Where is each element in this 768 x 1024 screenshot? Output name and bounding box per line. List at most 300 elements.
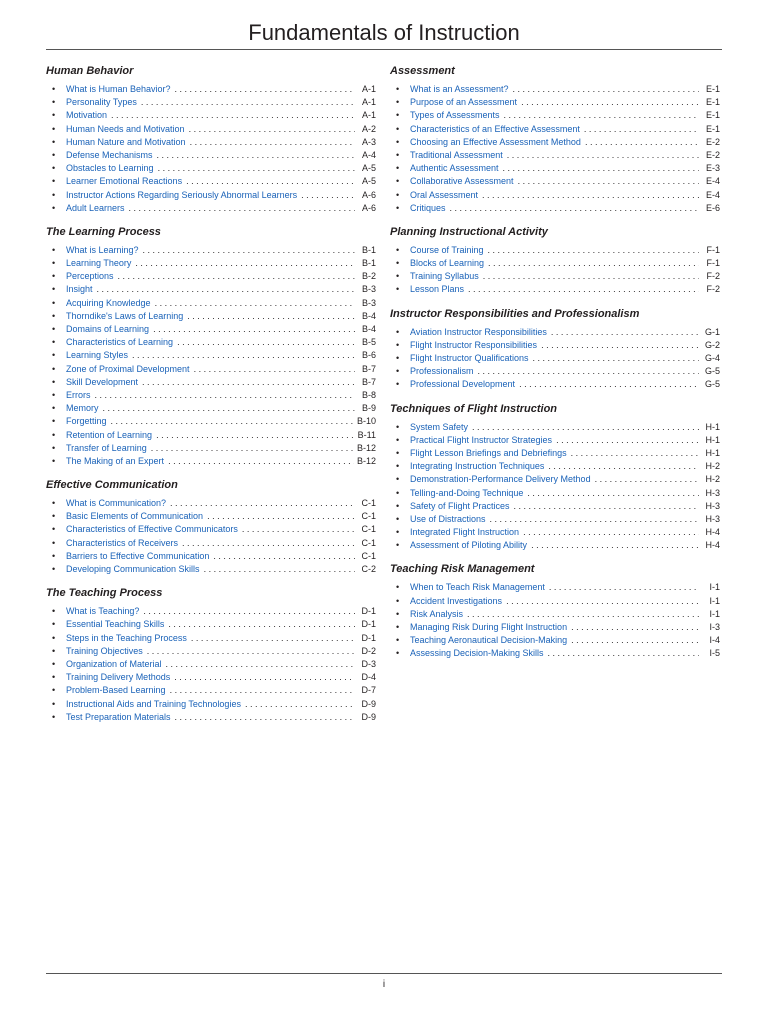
- bullet-icon: •: [396, 595, 400, 606]
- dot-leader: [519, 378, 699, 391]
- toc-link[interactable]: Memory: [66, 403, 99, 414]
- toc-link[interactable]: Thorndike's Laws of Learning: [66, 310, 184, 321]
- toc-entry-domains-of-learning[interactable]: [46, 323, 376, 336]
- toc-list: [390, 326, 720, 392]
- toc-link[interactable]: Motivation: [66, 110, 108, 121]
- dot-leader: [147, 645, 355, 658]
- dot-leader: [514, 500, 699, 513]
- toc-entry-obstacles-to-learning[interactable]: [46, 162, 376, 175]
- page-number: i: [382, 979, 386, 990]
- toc-link[interactable]: Acquiring Knowledge: [66, 297, 151, 308]
- toc-link[interactable]: Human Needs and Motivation: [66, 123, 185, 134]
- toc-entry-training-syllabus[interactable]: [390, 270, 720, 283]
- toc-entry-when-to-teach-risk-management[interactable]: [390, 581, 720, 594]
- toc-link[interactable]: Domains of Learning: [66, 324, 150, 334]
- toc-entry-characteristics-of-learning[interactable]: [46, 336, 376, 349]
- bullet-icon: •: [52, 110, 56, 121]
- toc-link[interactable]: Essential Teaching Skills: [66, 619, 165, 630]
- toc-link[interactable]: Learning Theory: [66, 258, 132, 269]
- toc-entry-personality-types[interactable]: [46, 96, 376, 109]
- toc-link[interactable]: Choosing an Effective Assessment Method: [410, 136, 581, 147]
- toc-section-human-behavior: [46, 60, 376, 215]
- page-reference: H-3: [705, 487, 720, 498]
- toc-list: [390, 421, 720, 553]
- dot-leader: [490, 513, 699, 526]
- dot-leader: [141, 96, 355, 109]
- toc-entry-aviation-instructor-responsibilities[interactable]: [390, 326, 720, 339]
- toc-link[interactable]: Barriers to Effective Communication: [66, 550, 210, 561]
- dot-leader: [513, 83, 699, 96]
- toc-entry-lesson-plans[interactable]: [390, 283, 720, 296]
- bullet-icon: •: [52, 149, 56, 160]
- bullet-icon: •: [52, 498, 56, 509]
- dot-leader: [533, 352, 699, 365]
- toc-link[interactable]: Flight Instructor Responsibilities: [410, 339, 538, 350]
- toc-section-techniques-of-flight-instruction: [390, 398, 720, 553]
- section-heading: Techniques of Flight Instruction: [390, 402, 558, 415]
- page-reference: B-1: [361, 258, 376, 269]
- toc-link[interactable]: Zone of Proximal Development: [66, 363, 190, 374]
- dot-leader: [157, 149, 355, 162]
- bullet-icon: •: [396, 326, 400, 337]
- bullet-icon: •: [52, 389, 56, 400]
- toc-entry-system-safety[interactable]: [390, 421, 720, 434]
- bullet-icon: •: [396, 136, 400, 147]
- page-reference: A-5: [361, 176, 376, 187]
- toc-entry-what-is-teaching[interactable]: [46, 605, 376, 618]
- dot-leader: [135, 257, 355, 270]
- toc-link[interactable]: Human Nature and Motivation: [66, 136, 186, 147]
- toc-entry-motivation[interactable]: [46, 109, 376, 122]
- toc-link[interactable]: System Safety: [410, 421, 469, 432]
- toc-link[interactable]: Safety of Flight Practices: [410, 500, 510, 511]
- bullet-icon: •: [396, 123, 400, 134]
- dot-leader: [190, 136, 355, 149]
- toc-entry-insight[interactable]: [46, 283, 376, 296]
- toc-link[interactable]: What is Human Behavior?: [66, 84, 171, 94]
- toc-section-effective-communication: [46, 474, 376, 576]
- page-reference: E-2: [705, 136, 720, 147]
- toc-entry-integrated-flight-instruction[interactable]: [390, 526, 720, 539]
- toc-link[interactable]: Transfer of Learning: [66, 442, 147, 453]
- toc-link[interactable]: Professionalism: [410, 366, 474, 377]
- dot-leader: [488, 244, 699, 257]
- toc-entry-test-preparation-materials[interactable]: [46, 711, 376, 724]
- toc-entry-blocks-of-learning[interactable]: [390, 257, 720, 270]
- toc-entry-learning-styles[interactable]: [46, 349, 376, 362]
- page-reference: E-1: [705, 84, 720, 94]
- toc-entry-practical-flight-instructor-strategies[interactable]: [390, 434, 720, 447]
- toc-link[interactable]: Training Objectives: [66, 645, 143, 656]
- toc-link[interactable]: Adult Learners: [66, 202, 125, 213]
- page-reference: B-5: [361, 337, 376, 348]
- bullet-icon: •: [396, 513, 400, 524]
- toc-link[interactable]: Characteristics of Effective Communicators: [66, 524, 238, 535]
- dot-leader: [132, 349, 355, 362]
- bullet-icon: •: [396, 97, 400, 108]
- toc-entry-the-making-of-an-expert[interactable]: [46, 455, 376, 468]
- bullet-icon: •: [52, 284, 56, 295]
- bullet-icon: •: [396, 339, 400, 350]
- toc-link[interactable]: What is Communication?: [66, 498, 167, 509]
- toc-entry-developing-communication-skills[interactable]: [46, 563, 376, 576]
- page-reference: B-12: [356, 442, 376, 453]
- toc-entry-what-is-communication[interactable]: [46, 497, 376, 510]
- dot-leader: [541, 339, 699, 352]
- toc-link[interactable]: Risk Analysis: [410, 608, 464, 619]
- toc-list: [390, 244, 720, 297]
- dot-leader: [488, 257, 699, 270]
- bullet-icon: •: [396, 271, 400, 282]
- dot-leader: [503, 162, 699, 175]
- page-reference: B-4: [361, 310, 376, 321]
- dot-leader: [213, 550, 355, 563]
- toc-entry-problem-based-learning[interactable]: [46, 684, 376, 697]
- page-reference: F-2: [706, 284, 720, 295]
- dot-leader: [204, 563, 355, 576]
- page-reference: C-1: [361, 550, 376, 561]
- bullet-icon: •: [52, 376, 56, 387]
- left-column: [46, 60, 376, 730]
- toc-link[interactable]: Integrated Flight Instruction: [410, 527, 520, 538]
- toc-link[interactable]: Retention of Learning: [66, 429, 153, 440]
- toc-entry-adult-learners[interactable]: [46, 202, 376, 215]
- dot-leader: [468, 283, 699, 296]
- toc-link[interactable]: Aviation Instructor Responsibilities: [410, 326, 547, 337]
- toc-link[interactable]: When to Teach Risk Management: [410, 582, 545, 593]
- toc-link[interactable]: Steps in the Teaching Process: [66, 632, 187, 643]
- page-reference: A-6: [361, 202, 376, 213]
- page-reference: A-3: [361, 136, 376, 147]
- page-reference: A-6: [361, 189, 376, 200]
- toc-link[interactable]: Managing Risk During Flight Instruction: [410, 622, 568, 632]
- page-reference: A-1: [361, 97, 376, 108]
- dot-leader: [478, 365, 699, 378]
- toc-entry-characteristics-of-effective-communicators[interactable]: [46, 523, 376, 536]
- toc-entry-basic-elements-of-communication[interactable]: [46, 510, 376, 523]
- toc-section-the-teaching-process: [46, 582, 376, 724]
- page-reference: A-4: [361, 149, 376, 160]
- toc-entry-what-is-an-assessment[interactable]: [390, 83, 720, 96]
- toc-link[interactable]: Collaborative Assessment: [410, 176, 514, 187]
- bullet-icon: •: [52, 97, 56, 108]
- toc-link[interactable]: Forgetting: [66, 416, 107, 427]
- toc-entry-acquiring-knowledge[interactable]: [46, 297, 376, 310]
- toc-entry-skill-development[interactable]: [46, 376, 376, 389]
- bullet-icon: •: [52, 350, 56, 361]
- section-heading: Assessment: [390, 65, 455, 77]
- toc-entry-types-of-assessments[interactable]: [390, 109, 720, 122]
- toc-link[interactable]: Flight Instructor Qualifications: [410, 353, 529, 363]
- toc-link[interactable]: Lesson Plans: [410, 284, 465, 295]
- toc-entry-flight-instructor-qualifications[interactable]: [390, 352, 720, 365]
- page-reference: B-11: [357, 429, 376, 440]
- page-reference: B-6: [361, 350, 376, 361]
- bullet-icon: •: [52, 258, 56, 269]
- toc-link[interactable]: Obstacles to Learning: [66, 163, 154, 174]
- dot-leader: [548, 647, 699, 660]
- toc-link[interactable]: Demonstration-Performance Delivery Method: [410, 474, 591, 485]
- toc-entry-managing-risk-during-flight-instruction[interactable]: [390, 621, 720, 634]
- toc-link[interactable]: Basic Elements of Communication: [66, 511, 204, 522]
- toc-entry-transfer-of-learning[interactable]: [46, 442, 376, 455]
- dot-leader: [111, 109, 355, 122]
- toc-link[interactable]: Personality Types: [66, 97, 137, 108]
- bullet-icon: •: [52, 416, 56, 427]
- page-reference: H-1: [705, 447, 720, 458]
- dot-leader: [175, 83, 355, 96]
- page-reference: F-1: [706, 258, 720, 269]
- toc-entry-assessing-decision-making-skills[interactable]: [390, 647, 720, 660]
- dot-leader: [186, 175, 355, 188]
- toc-entry-defense-mechanisms[interactable]: [46, 149, 376, 162]
- toc-link[interactable]: Professional Development: [410, 379, 516, 390]
- toc-entry-oral-assessment[interactable]: [390, 189, 720, 202]
- toc-entry-memory[interactable]: [46, 402, 376, 415]
- bullet-icon: •: [396, 635, 400, 646]
- toc-link[interactable]: What is Learning?: [66, 244, 139, 255]
- dot-leader: [527, 487, 699, 500]
- page-reference: B-4: [361, 324, 376, 334]
- toc-link[interactable]: Practical Flight Instructor Strategies: [410, 434, 553, 445]
- toc-link[interactable]: Characteristics of Learning: [66, 337, 174, 348]
- toc-link[interactable]: Problem-Based Learning: [66, 685, 166, 696]
- toc-link[interactable]: Organization of Material: [66, 658, 162, 669]
- toc-entry-instructional-aids-and-training-technologies[interactable]: [46, 698, 376, 711]
- toc-entry-course-of-training[interactable]: [390, 244, 720, 257]
- toc-link[interactable]: Oral Assessment: [410, 189, 479, 200]
- toc-entry-steps-in-the-teaching-process[interactable]: [46, 632, 376, 645]
- bullet-icon: •: [396, 353, 400, 363]
- page-reference: B-12: [356, 455, 376, 466]
- toc-link[interactable]: Insight: [66, 284, 93, 295]
- toc-entry-instructor-actions-regarding-seriously-abnormal-learners[interactable]: [46, 189, 376, 202]
- toc-entry-errors[interactable]: [46, 389, 376, 402]
- toc-entry-assessment-of-piloting-ability[interactable]: [390, 539, 720, 552]
- toc-link[interactable]: Teaching Aeronautical Decision-Making: [410, 635, 568, 646]
- bullet-icon: •: [396, 461, 400, 472]
- toc-entry-training-delivery-methods[interactable]: [46, 671, 376, 684]
- toc-link[interactable]: Types of Assessments: [410, 110, 500, 121]
- toc-entry-integrating-instruction-techniques[interactable]: [390, 460, 720, 473]
- toc-link[interactable]: What is an Assessment?: [410, 84, 509, 94]
- toc-link[interactable]: Training Syllabus: [410, 271, 479, 282]
- toc-link[interactable]: Instructional Aids and Training Technologies: [66, 698, 241, 709]
- page-reference: C-1: [361, 537, 376, 548]
- page-reference: D-1: [361, 632, 376, 643]
- dot-leader: [156, 429, 355, 442]
- toc-section-instructor-responsibilities-and-professionalism: [390, 303, 720, 392]
- dot-leader: [168, 455, 354, 468]
- section-heading: Effective Communication: [46, 479, 178, 492]
- toc-entry-characteristics-of-an-effective-assessment[interactable]: [390, 123, 720, 136]
- toc-link[interactable]: Blocks of Learning: [410, 258, 485, 269]
- dot-leader: [170, 684, 355, 697]
- toc-link[interactable]: Training Delivery Methods: [66, 672, 171, 683]
- bullet-icon: •: [52, 606, 56, 617]
- bullet-icon: •: [52, 123, 56, 134]
- bullet-icon: •: [52, 619, 56, 630]
- toc-entry-traditional-assessment[interactable]: [390, 149, 720, 162]
- toc-link[interactable]: Instructor Actions Regarding Seriously Abnormal Learners: [66, 189, 298, 200]
- bullet-icon: •: [52, 537, 56, 548]
- dot-leader: [191, 632, 355, 645]
- page-reference: H-3: [705, 513, 720, 524]
- toc-entry-what-is-human-behavior[interactable]: [46, 83, 376, 96]
- toc-link[interactable]: Learner Emotional Reactions: [66, 176, 183, 187]
- toc-link[interactable]: The Making of an Expert: [66, 455, 165, 466]
- toc-link[interactable]: Learning Styles: [66, 350, 129, 361]
- dot-leader: [175, 711, 355, 724]
- toc-entry-flight-instructor-responsibilities[interactable]: [390, 339, 720, 352]
- toc-link[interactable]: Accident Investigations: [410, 595, 503, 606]
- dot-leader: [584, 123, 699, 136]
- toc-entry-learning-theory[interactable]: [46, 257, 376, 270]
- page-reference: E-1: [705, 123, 720, 134]
- toc-link[interactable]: Assessing Decision-Making Skills: [410, 648, 544, 659]
- toc-section-teaching-risk-management: [390, 558, 720, 660]
- dot-leader: [450, 202, 699, 215]
- dot-leader: [207, 510, 355, 523]
- page-reference: H-2: [705, 461, 720, 472]
- page-reference: G-1: [704, 326, 720, 337]
- toc-link[interactable]: Errors: [66, 389, 91, 400]
- bullet-icon: •: [396, 421, 400, 432]
- toc-list: [390, 83, 720, 215]
- toc-link[interactable]: Use of Distractions: [410, 513, 486, 524]
- toc-link[interactable]: Developing Communication Skills: [66, 564, 200, 574]
- dot-leader: [153, 323, 355, 336]
- page-reference: H-2: [705, 474, 720, 485]
- toc-link[interactable]: Defense Mechanisms: [66, 149, 153, 160]
- bullet-icon: •: [52, 189, 56, 200]
- bullet-icon: •: [52, 310, 56, 321]
- toc-entry-safety-of-flight-practices[interactable]: [390, 500, 720, 513]
- bullet-icon: •: [396, 582, 400, 593]
- bullet-icon: •: [52, 550, 56, 561]
- toc-entry-authentic-assessment[interactable]: [390, 162, 720, 175]
- toc-link[interactable]: Integrating Instruction Techniques: [410, 461, 545, 472]
- toc-link[interactable]: Critiques: [410, 202, 446, 213]
- toc-section-assessment: [390, 60, 720, 215]
- dot-leader: [177, 336, 355, 349]
- page-reference: E-4: [705, 176, 720, 187]
- bullet-icon: •: [52, 244, 56, 255]
- dot-leader: [189, 123, 355, 136]
- toc-link[interactable]: Assessment of Piloting Ability: [410, 540, 528, 551]
- toc-entry-human-needs-and-motivation[interactable]: [46, 123, 376, 136]
- toc-entry-retention-of-learning[interactable]: [46, 429, 376, 442]
- page-reference: D-7: [361, 685, 376, 696]
- page-reference: H-1: [705, 421, 720, 432]
- page-reference: D-4: [361, 672, 376, 683]
- toc-entry-risk-analysis[interactable]: [390, 608, 720, 621]
- page-reference: I-1: [709, 608, 720, 619]
- page-reference: B-3: [361, 284, 376, 295]
- page-reference: H-4: [705, 527, 720, 538]
- toc-entry-professionalism[interactable]: [390, 365, 720, 378]
- toc-link[interactable]: Purpose of an Assessment: [410, 97, 518, 108]
- footer-divider: [46, 973, 722, 974]
- page-reference: C-1: [361, 511, 376, 522]
- page-reference: F-2: [706, 271, 720, 282]
- toc-entry-thorndike-s-laws-of-learning[interactable]: [46, 310, 376, 323]
- bullet-icon: •: [396, 202, 400, 213]
- bullet-icon: •: [396, 648, 400, 659]
- dot-leader: [595, 473, 699, 486]
- page-reference: A-2: [361, 123, 376, 134]
- toc-entry-critiques[interactable]: [390, 202, 720, 215]
- toc-link[interactable]: Course of Training: [410, 244, 484, 255]
- toc-link[interactable]: Characteristics of Receivers: [66, 537, 179, 548]
- toc-entry-collaborative-assessment[interactable]: [390, 175, 720, 188]
- toc-entry-teaching-aeronautical-decision-making[interactable]: [390, 634, 720, 647]
- toc-entry-accident-investigations[interactable]: [390, 595, 720, 608]
- page-reference: C-1: [361, 524, 376, 535]
- toc-entry-perceptions[interactable]: [46, 270, 376, 283]
- toc-entry-choosing-an-effective-assessment-method[interactable]: [390, 136, 720, 149]
- toc-entry-professional-development[interactable]: [390, 378, 720, 391]
- bullet-icon: •: [52, 455, 56, 466]
- toc-link[interactable]: Traditional Assessment: [410, 149, 503, 160]
- bullet-icon: •: [52, 136, 56, 147]
- dot-leader: [182, 537, 355, 550]
- toc-link[interactable]: Telling-and-Doing Technique: [410, 487, 524, 498]
- toc-link[interactable]: Perceptions: [66, 271, 114, 282]
- bullet-icon: •: [396, 622, 400, 632]
- toc-entry-barriers-to-effective-communication[interactable]: [46, 550, 376, 563]
- toc-entry-forgetting[interactable]: [46, 415, 376, 428]
- toc-entry-purpose-of-an-assessment[interactable]: [390, 96, 720, 109]
- toc-entry-training-objectives[interactable]: [46, 645, 376, 658]
- page-reference: E-1: [705, 110, 720, 121]
- toc-entry-telling-and-doing-technique[interactable]: [390, 487, 720, 500]
- bullet-icon: •: [52, 429, 56, 440]
- dot-leader: [245, 698, 355, 711]
- page-reference: E-4: [705, 189, 720, 200]
- toc-link[interactable]: Characteristics of an Effective Assessment: [410, 123, 580, 134]
- bullet-icon: •: [52, 511, 56, 522]
- toc-entry-essential-teaching-skills[interactable]: [46, 618, 376, 631]
- toc-entry-flight-lesson-briefings-and-debriefings[interactable]: [390, 447, 720, 460]
- toc-entry-zone-of-proximal-development[interactable]: [46, 363, 376, 376]
- dot-leader: [168, 618, 355, 631]
- toc-link[interactable]: What is Teaching?: [66, 606, 140, 617]
- bullet-icon: •: [52, 658, 56, 669]
- toc-link[interactable]: Flight Lesson Briefings and Debriefings: [410, 447, 567, 458]
- page-reference: G-5: [704, 366, 720, 377]
- toc-link[interactable]: Authentic Assessment: [410, 163, 499, 174]
- toc-entry-characteristics-of-receivers[interactable]: [46, 537, 376, 550]
- toc-entry-organization-of-material[interactable]: [46, 658, 376, 671]
- toc-link[interactable]: Skill Development: [66, 376, 139, 387]
- bullet-icon: •: [52, 363, 56, 374]
- dot-leader: [504, 109, 699, 122]
- dot-leader: [483, 270, 699, 283]
- page-reference: D-1: [361, 606, 376, 617]
- toc-entry-what-is-learning[interactable]: [46, 244, 376, 257]
- toc-entry-use-of-distractions[interactable]: [390, 513, 720, 526]
- toc-entry-demonstration-performance-delivery-method[interactable]: [390, 473, 720, 486]
- dot-leader: [194, 363, 355, 376]
- bullet-icon: •: [396, 163, 400, 174]
- page-reference: H-4: [705, 540, 720, 551]
- toc-entry-human-nature-and-motivation[interactable]: [46, 136, 376, 149]
- toc-entry-learner-emotional-reactions[interactable]: [46, 175, 376, 188]
- page-reference: I-1: [709, 582, 720, 593]
- page-reference: B-9: [361, 403, 376, 414]
- toc-link[interactable]: Test Preparation Materials: [66, 711, 171, 722]
